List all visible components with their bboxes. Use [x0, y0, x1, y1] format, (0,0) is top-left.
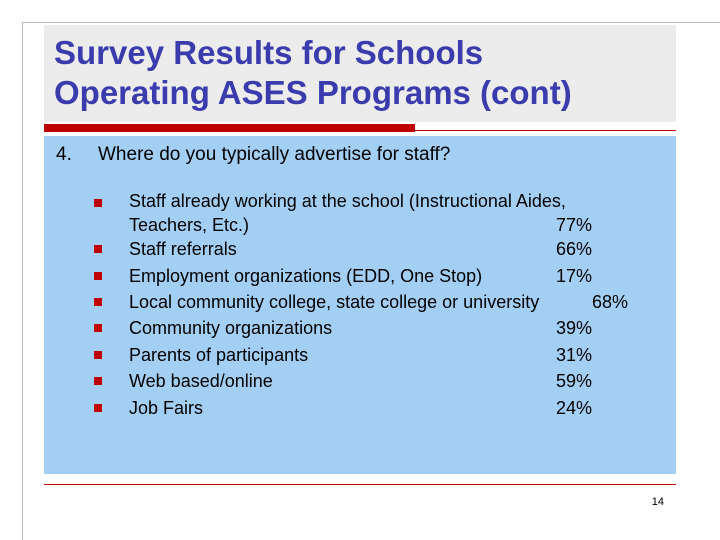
item-value: 24%: [556, 398, 593, 418]
accent-divider: [415, 130, 676, 131]
item-label: Job Fairs: [129, 398, 204, 418]
item-label: Employment organizations (EDD, One Stop): [129, 266, 483, 286]
question-number: 4.: [56, 144, 72, 165]
item-label: Web based/online: [129, 371, 273, 391]
item-label: Local community college, state college or university: [129, 292, 540, 312]
bullet-icon: [94, 272, 102, 280]
item-label: Parents of participants: [129, 345, 309, 365]
footer-divider: [44, 484, 676, 485]
bullet-icon: [94, 199, 102, 207]
page-number: 14: [651, 496, 664, 508]
item-value: 59%: [556, 371, 593, 391]
item-value: 31%: [556, 345, 593, 365]
frame-line-left: [22, 22, 23, 540]
slide-title: [54, 33, 572, 113]
item-value: 39%: [556, 318, 593, 338]
question-text: Where do you typically advertise for staff?: [98, 144, 451, 165]
bullet-icon: [94, 245, 102, 253]
bullet-icon: [94, 351, 102, 359]
item-value: 66%: [556, 239, 593, 259]
bullet-icon: [94, 377, 102, 385]
accent-bar: [44, 124, 415, 132]
item-label: Staff already working at the school (Instructional Aides,: [129, 191, 566, 211]
frame-line-top: [22, 22, 720, 23]
item-value: 17%: [556, 266, 593, 286]
content-box: [44, 136, 676, 474]
bullet-icon: [94, 298, 102, 306]
bullet-icon: [94, 404, 102, 412]
title-line-2: Operating ASES Programs (cont): [54, 74, 572, 111]
item-label: Community organizations: [129, 318, 333, 338]
item-label: Teachers, Etc.): [129, 215, 250, 235]
item-value: 68%: [592, 292, 629, 312]
bullet-icon: [94, 324, 102, 332]
item-label: Staff referrals: [129, 239, 237, 259]
item-value: 77%: [556, 215, 593, 235]
title-box: [44, 25, 676, 122]
title-line-1: Survey Results for Schools: [54, 34, 484, 71]
